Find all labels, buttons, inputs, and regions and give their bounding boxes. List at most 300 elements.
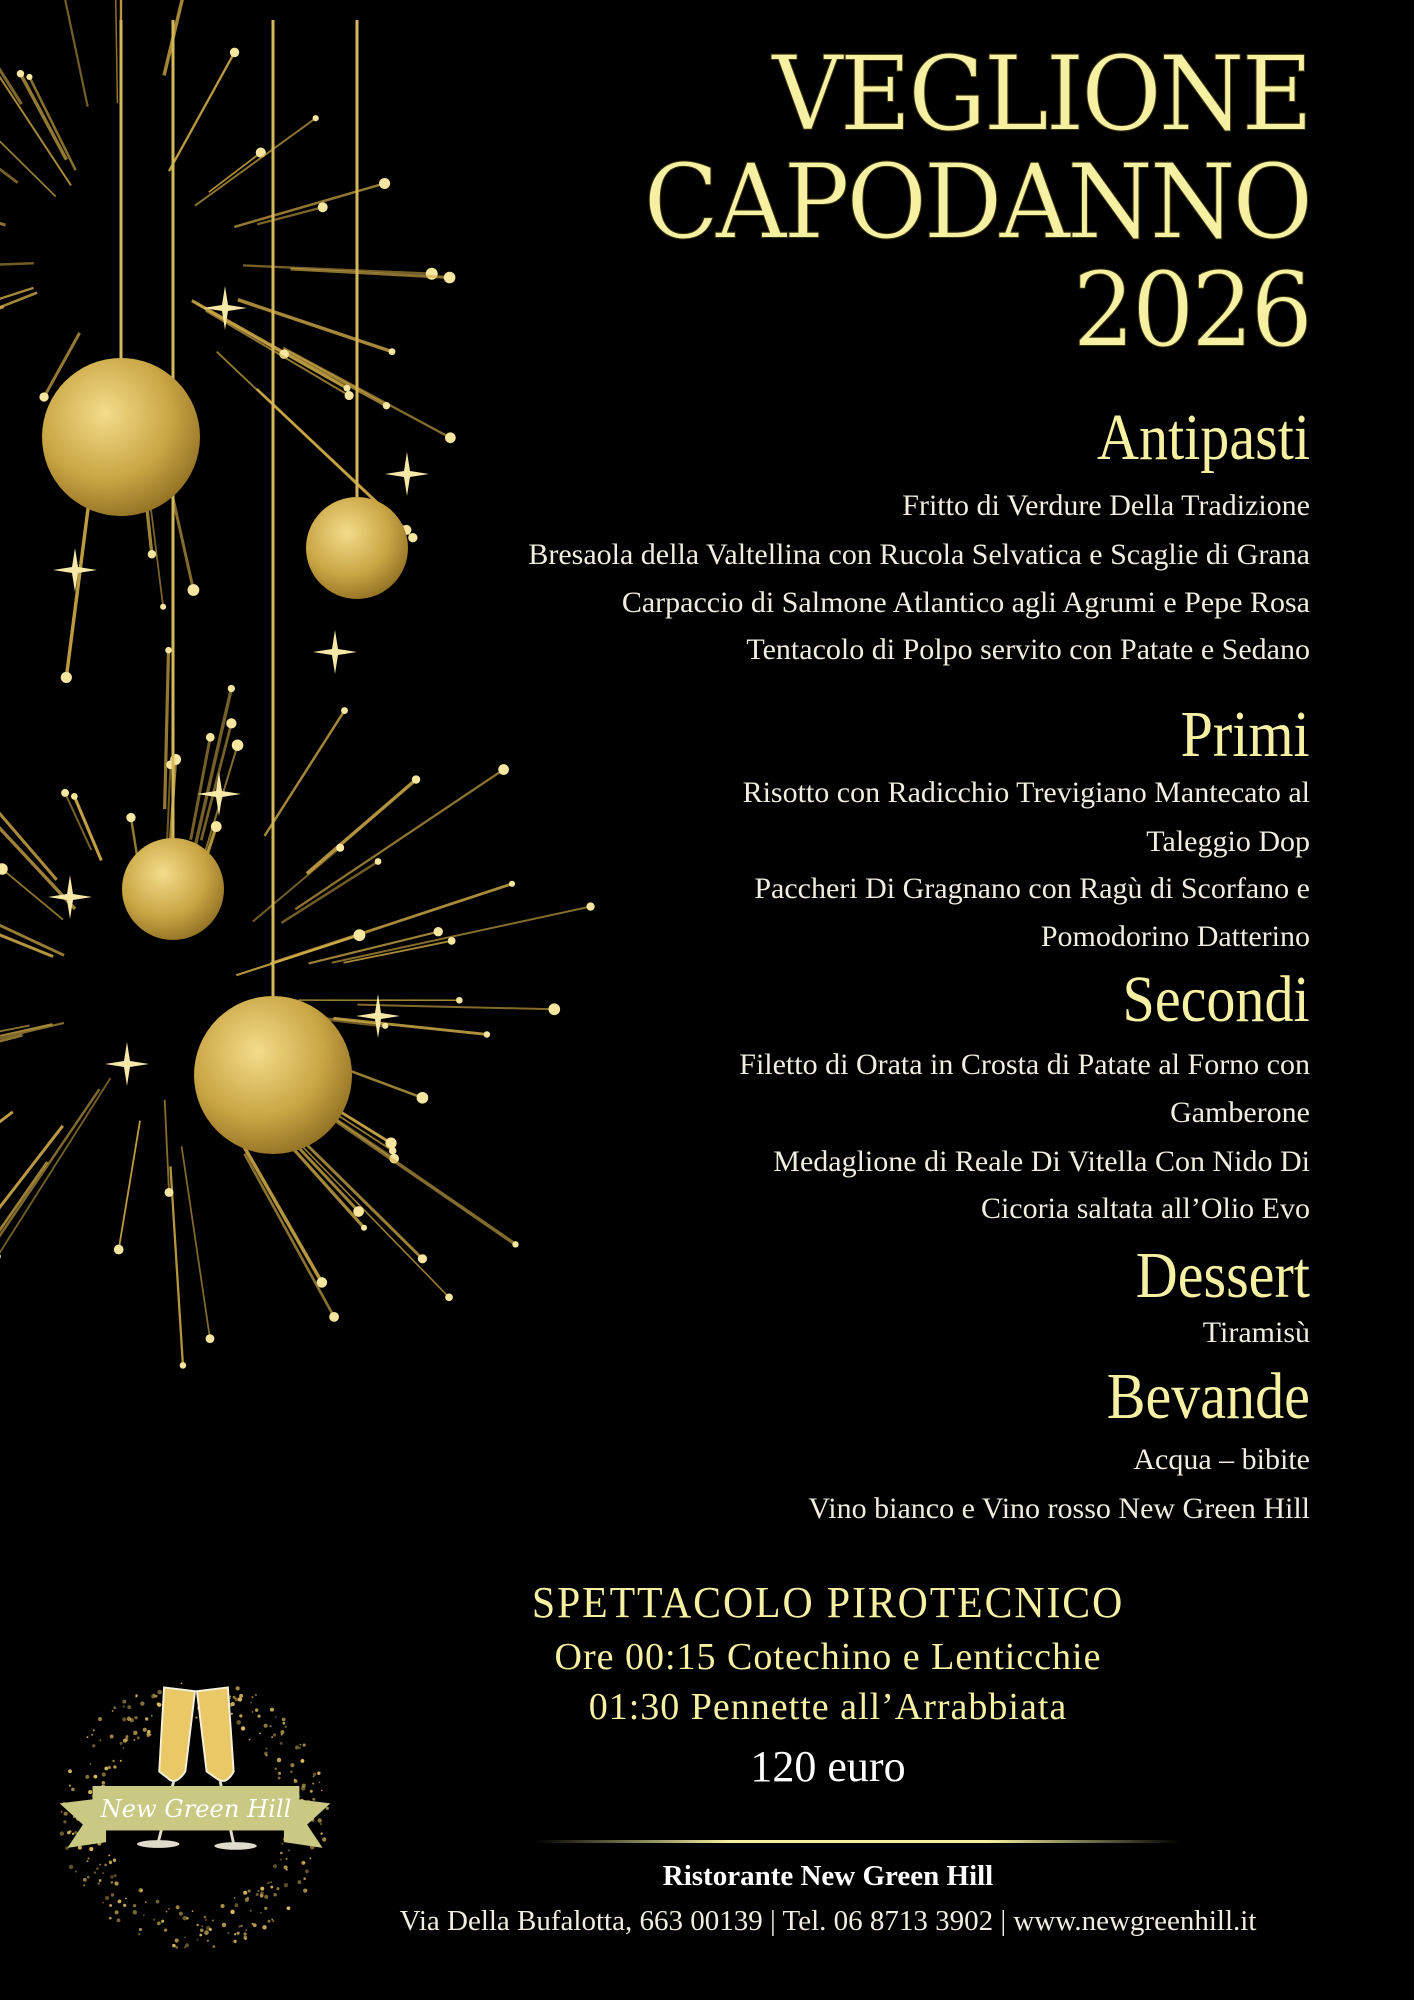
glitter-dot (264, 1907, 267, 1910)
firework-streak (169, 52, 235, 171)
glitter-dot (175, 1946, 178, 1949)
glitter-dot (87, 1857, 89, 1859)
glitter-dot (126, 1735, 129, 1738)
glitter-dot (164, 1928, 167, 1931)
glitter-dot (236, 1720, 240, 1724)
spark-icon (148, 550, 156, 558)
show-schedule-line-2: 01:30 Pennette all’Arrabbiata (588, 1686, 1068, 1728)
glitter-dot (280, 1730, 284, 1734)
glitter-dot (243, 1936, 247, 1940)
glitter-dot (99, 1739, 101, 1741)
firework-streak (0, 1035, 22, 1099)
glitter-dot (146, 1732, 150, 1736)
glitter-dot (260, 1912, 262, 1914)
glitter-dot (288, 1849, 290, 1851)
firework-streak (165, 650, 169, 809)
spark-icon (412, 775, 420, 783)
glitter-dot (287, 1906, 291, 1910)
glitter-dot (321, 1790, 323, 1792)
spark-icon (512, 1241, 518, 1247)
glitter-dot (117, 1918, 121, 1922)
glitter-dot (93, 1729, 95, 1731)
glitter-dot (238, 1925, 240, 1927)
glitter-dot (98, 1717, 102, 1721)
firework-streak (0, 867, 53, 957)
glitter-dot (111, 1881, 114, 1884)
glitter-dot (72, 1833, 74, 1835)
spark-icon (211, 821, 222, 832)
glitter-dot (184, 1936, 186, 1938)
glitter-dot (236, 1686, 240, 1690)
sparkle-star-icon (203, 286, 247, 330)
firework-streak (0, 44, 71, 186)
glitter-dot (123, 1904, 126, 1907)
glitter-dot (282, 1722, 285, 1725)
spark-icon (165, 647, 172, 654)
spark-icon (445, 432, 456, 443)
glitter-dot (280, 1742, 283, 1745)
spark-icon (344, 385, 351, 392)
glitter-dot (122, 1700, 126, 1704)
spark-icon (206, 733, 215, 742)
glitter-dot (241, 1726, 245, 1730)
menu-item: Fritto di Verdure Della Tradizione (902, 489, 1310, 522)
glitter-dot (139, 1888, 144, 1893)
glitter-dot (133, 1731, 138, 1736)
menu-item: Taleggio Dop (1146, 825, 1310, 858)
glitter-dot (113, 1706, 116, 1709)
glitter-dot (285, 1726, 287, 1728)
glitter-dot (320, 1823, 322, 1825)
firework-streak (0, 198, 6, 225)
glitter-dot (310, 1790, 313, 1793)
title-line-2: CAPODANNO (643, 143, 1310, 263)
glitter-dot (273, 1733, 276, 1736)
spark-icon (448, 937, 456, 945)
glitter-dot (317, 1818, 321, 1822)
glitter-dot (137, 1736, 140, 1739)
firework-streak (119, 1121, 140, 1250)
glitter-dot (201, 1925, 203, 1927)
glitter-dot (97, 1882, 100, 1885)
glitter-dot (130, 1718, 134, 1722)
menu-item: Carpaccio di Salmone Atlantico agli Agrumi e Pepe Rosa (621, 586, 1310, 619)
firework-streak (288, 352, 387, 406)
glitter-dot (115, 1910, 119, 1914)
glitter-dot (275, 1767, 278, 1770)
glitter-dot (213, 1945, 216, 1948)
glitter-dot (282, 1718, 286, 1722)
glitter-dot (278, 1772, 281, 1775)
bauble-icon (42, 358, 200, 516)
menu-item: Vino bianco e Vino rosso New Green Hill (808, 1492, 1310, 1525)
menu-item: Bresaola della Valtellina con Rucola Selvatica e Scaglie di Grana (528, 538, 1310, 571)
firework-streak (164, 0, 206, 75)
firework-streak (74, 796, 101, 860)
glitter-dot (258, 1715, 261, 1718)
glitter-dot (120, 1760, 122, 1762)
firework-streak (209, 153, 261, 193)
firework-streak (0, 11, 22, 104)
spark-icon (71, 793, 78, 800)
firework-streak (0, 263, 34, 268)
glitter-dot (99, 1879, 102, 1882)
glitter-dot (305, 1870, 309, 1874)
glitter-dot (69, 1830, 72, 1833)
glitter-dot (200, 1928, 204, 1932)
glitter-dot (112, 1760, 114, 1762)
glitter-dot (122, 1717, 126, 1721)
glitter-dot (295, 1745, 299, 1749)
glitter-dot (157, 1690, 162, 1695)
menu-item: Cicoria saltata all’Olio Evo (980, 1192, 1310, 1225)
glitter-dot (161, 1920, 164, 1923)
spark-icon (61, 789, 69, 797)
fireworks-decoration (0, 0, 600, 1700)
glitter-dot (227, 1932, 229, 1934)
spark-icon (226, 718, 236, 728)
glitter-dot (294, 1779, 296, 1781)
glitter-dot (68, 1769, 72, 1773)
firework-streak (63, 0, 88, 107)
spark-icon (498, 764, 509, 775)
glitter-dot (248, 1890, 251, 1893)
bauble-icon (194, 996, 352, 1154)
glitter-dot (112, 1710, 114, 1712)
glitter-dot (87, 1876, 90, 1879)
glitter-dot (255, 1694, 257, 1696)
glitter-dot (86, 1736, 88, 1738)
glitter-dot (104, 1767, 108, 1771)
spark-icon (456, 997, 463, 1004)
glitter-dot (231, 1713, 233, 1715)
spark-icon (114, 1245, 124, 1255)
glitter-dot (249, 1739, 251, 1741)
glitter-dot (290, 1770, 293, 1773)
glitter-dot (212, 1919, 214, 1921)
glitter-dot (157, 1703, 161, 1707)
glitter-dot (271, 1919, 273, 1921)
glitter-dot (109, 1904, 112, 1907)
glitter-dot (309, 1857, 311, 1859)
firework-streak (65, 793, 91, 850)
glitter-dot (61, 1811, 63, 1813)
menu-item: Pomodorino Datterino (1040, 920, 1310, 953)
spark-icon (318, 202, 328, 212)
glitter-dot (273, 1893, 276, 1896)
spark-icon (484, 1031, 491, 1038)
glitter-dot (110, 1735, 114, 1739)
firework-streak (0, 1089, 99, 1272)
glitter-dot (111, 1893, 114, 1896)
restaurant-name: Ristorante New Green Hill (662, 1860, 994, 1892)
section-heading-antipasti: Antipasti (1097, 401, 1310, 474)
glitter-dot (280, 1852, 283, 1855)
glitter-dot (273, 1864, 277, 1868)
glitter-dot (277, 1758, 281, 1762)
glitter-dot (259, 1732, 261, 1734)
glitter-dot (278, 1777, 281, 1780)
glitter-dot (251, 1696, 253, 1698)
firework-streak (333, 1018, 486, 1034)
glitter-dot (268, 1920, 271, 1923)
firework-streak (206, 311, 349, 396)
glitter-dot (270, 1708, 274, 1712)
glitter-dot (237, 1932, 240, 1935)
glitter-dot (127, 1705, 131, 1709)
glitter-dot (280, 1858, 282, 1860)
glitter-dot (312, 1783, 314, 1785)
glitter-dot (85, 1775, 89, 1779)
show-schedule-line-1: Ore 00:15 Cotechino e Lenticchie (554, 1636, 1102, 1678)
glitter-dot (299, 1747, 301, 1749)
glitter-dot (166, 1911, 168, 1913)
glitter-dot (105, 1896, 109, 1900)
glitter-dot (192, 1910, 194, 1912)
firework-streak (165, 1100, 169, 1193)
price: 120 euro (750, 1742, 906, 1791)
glitter-dot (145, 1717, 148, 1720)
firework-streak (114, 0, 117, 103)
spark-icon (445, 1293, 453, 1301)
glitter-dot (185, 1943, 189, 1947)
spark-icon (379, 178, 390, 189)
spark-icon (39, 392, 48, 401)
glitter-dot (63, 1820, 66, 1823)
firework-streak (0, 802, 57, 880)
glitter-dot (96, 1867, 99, 1870)
glitter-dot (313, 1773, 316, 1776)
spark-icon (408, 533, 417, 542)
glitter-dot (303, 1877, 306, 1880)
glitter-dot (297, 1880, 301, 1884)
spark-icon (375, 858, 382, 865)
firework-streak (0, 46, 18, 183)
glitter-dot (271, 1736, 273, 1738)
glitter-dot (245, 1929, 247, 1931)
firework-streak (332, 907, 591, 963)
section-heading-secondi: Secondi (1122, 963, 1310, 1036)
glitter-dot (196, 1924, 198, 1926)
glitter-dot (102, 1772, 106, 1776)
glitter-dot (114, 1874, 117, 1877)
spark-icon (389, 348, 396, 355)
firework-streak (265, 711, 345, 836)
spark-icon (165, 1188, 174, 1197)
glitter-dot (133, 1739, 135, 1741)
glitter-dot (270, 1881, 272, 1883)
glitter-dot (320, 1832, 323, 1835)
glitter-dot (260, 1892, 264, 1896)
glitter-dot (123, 1705, 125, 1707)
glitter-dot (250, 1702, 252, 1704)
title-line-3: 2026 (1072, 251, 1310, 371)
glitter-dot (221, 1904, 225, 1908)
glitter-dot (222, 1923, 226, 1927)
glitter-dot (157, 1922, 161, 1926)
spark-icon (160, 604, 166, 610)
sparkle-star-icon (385, 452, 429, 496)
glitter-dot (143, 1728, 147, 1732)
glitter-dot (108, 1854, 110, 1856)
glitter-dot (252, 1711, 254, 1713)
glitter-dot (234, 1933, 236, 1935)
glitter-dot (135, 1694, 137, 1696)
spark-icon (180, 1362, 187, 1369)
menu-item: Acqua – bibite (1133, 1443, 1310, 1476)
glitter-dot (113, 1765, 116, 1768)
glitter-dot (87, 1860, 89, 1862)
glitter-dot (133, 1904, 136, 1907)
menu-item: Tiramisù (1202, 1316, 1310, 1349)
glitter-dot (312, 1798, 315, 1801)
glitter-dot (69, 1784, 71, 1786)
glitter-dot (156, 1900, 160, 1904)
glitter-dot (205, 1919, 207, 1921)
spark-icon (382, 1023, 388, 1029)
logo-text: New Green Hill (100, 1794, 292, 1823)
glitter-dot (151, 1715, 153, 1717)
spark-icon (329, 1312, 339, 1322)
glitter-dot (303, 1862, 305, 1864)
glitter-dot (281, 1843, 283, 1845)
glitter-dot (75, 1871, 77, 1873)
section-heading-dessert: Dessert (1135, 1239, 1310, 1312)
glitter-dot (252, 1923, 254, 1925)
spark-icon (345, 391, 354, 400)
glitter-dot (265, 1754, 267, 1756)
glitter-dot (109, 1862, 111, 1864)
glitter-dot (207, 1940, 209, 1942)
spark-icon (417, 1092, 429, 1104)
spark-icon (232, 739, 244, 751)
menu-item: Medaglione di Reale Di Vitella Con Nido Di (773, 1145, 1310, 1178)
firework-streak (182, 1146, 210, 1338)
glitter-dot (238, 1697, 242, 1701)
glitter-dot (275, 1716, 277, 1718)
glitter-dot (88, 1790, 92, 1794)
spark-icon (313, 115, 319, 121)
glitter-dot (91, 1734, 93, 1736)
fireworks-show-headline: SPETTACOLO PIROTECNICO (531, 1578, 1125, 1627)
firework-streak (0, 293, 37, 393)
glitter-dot (125, 1898, 127, 1900)
glitter-dot (83, 1884, 85, 1886)
section-heading-primi: Primi (1180, 698, 1310, 771)
glitter-dot (153, 1919, 155, 1921)
glitter-dot (181, 1683, 183, 1685)
sparkle-star-icon (313, 630, 357, 674)
glitter-dot (239, 1694, 243, 1698)
glitter-dot (168, 1908, 170, 1910)
glitter-dot (138, 1933, 140, 1935)
menu-item: Tentacolo di Polpo servito con Patate e Sedano (746, 633, 1310, 666)
spark-icon (509, 881, 515, 887)
title-line-1: VEGLIONE (771, 35, 1310, 155)
spark-icon (206, 1334, 215, 1343)
glitter-dot (102, 1872, 104, 1874)
spark-icon (61, 672, 72, 683)
firework-streak (0, 1078, 110, 1256)
glitter-dot (109, 1917, 112, 1920)
glitter-dot (102, 1902, 104, 1904)
glitter-dot (151, 1694, 155, 1698)
bauble-icon (306, 497, 408, 599)
glitter-dot (267, 1882, 270, 1885)
glitter-dot (262, 1925, 266, 1929)
menu-item: Paccheri Di Gragnano con Ragù di Scorfano e (754, 872, 1310, 905)
spark-icon (341, 707, 348, 714)
firework-streak (295, 770, 503, 910)
glitter-dot (120, 1742, 123, 1745)
glitter-dot (209, 1928, 212, 1931)
glitter-dot (204, 1930, 209, 1935)
glitter-dot (139, 1928, 142, 1931)
sparkle-star-icon (53, 548, 97, 592)
glitter-dot (256, 1893, 259, 1896)
glitter-dot (285, 1858, 287, 1860)
spark-icon (389, 1147, 396, 1154)
glitter-dot (133, 1910, 137, 1914)
spark-icon (361, 1225, 367, 1231)
glitter-dot (317, 1772, 320, 1775)
glitter-dot (123, 1747, 125, 1749)
divider (536, 1840, 1180, 1843)
firework-streak (195, 118, 316, 205)
menu-item: Gamberone (1170, 1096, 1310, 1129)
glitter-dot (243, 1891, 247, 1895)
sparkle-star-icon (105, 1042, 149, 1086)
glitter-dot (183, 1916, 188, 1921)
glitter-dot (175, 1939, 179, 1943)
glitter-dot (94, 1871, 96, 1873)
firework-streak (234, 183, 384, 226)
glitter-dot (284, 1865, 288, 1869)
glitter-dot (257, 1890, 259, 1892)
glitter-dot (140, 1701, 144, 1705)
glitter-dot (113, 1859, 116, 1862)
glitter-dot (264, 1895, 268, 1899)
firework-streak (253, 848, 340, 922)
glitter-dot (231, 1702, 235, 1706)
glitter-dot (118, 1899, 122, 1903)
glitter-dot (318, 1781, 320, 1783)
glitter-dot (104, 1864, 107, 1867)
glitter-dot (234, 1903, 238, 1907)
spark-icon (383, 402, 390, 409)
glitter-dot (264, 1724, 268, 1728)
glitter-dot (299, 1744, 301, 1746)
spark-icon (353, 929, 365, 941)
glitter-dot (172, 1944, 176, 1948)
spark-icon (586, 902, 594, 910)
spark-icon (188, 584, 200, 596)
glitter-dot (270, 1886, 273, 1889)
glitter-dot (89, 1847, 93, 1851)
glitter-dot (71, 1788, 75, 1792)
glitter-dot (276, 1887, 279, 1890)
firework-streak (0, 306, 4, 372)
glitter-dot (284, 1883, 288, 1887)
glitter-dot (250, 1910, 252, 1912)
glitter-dot (233, 1940, 236, 1943)
glitter-dot (195, 1716, 197, 1718)
spark-icon (0, 1253, 1, 1260)
glitter-dot (143, 1914, 145, 1916)
glitter-dot (108, 1767, 111, 1770)
glitter-dot (233, 1696, 236, 1699)
glitter-dot (114, 1882, 118, 1886)
